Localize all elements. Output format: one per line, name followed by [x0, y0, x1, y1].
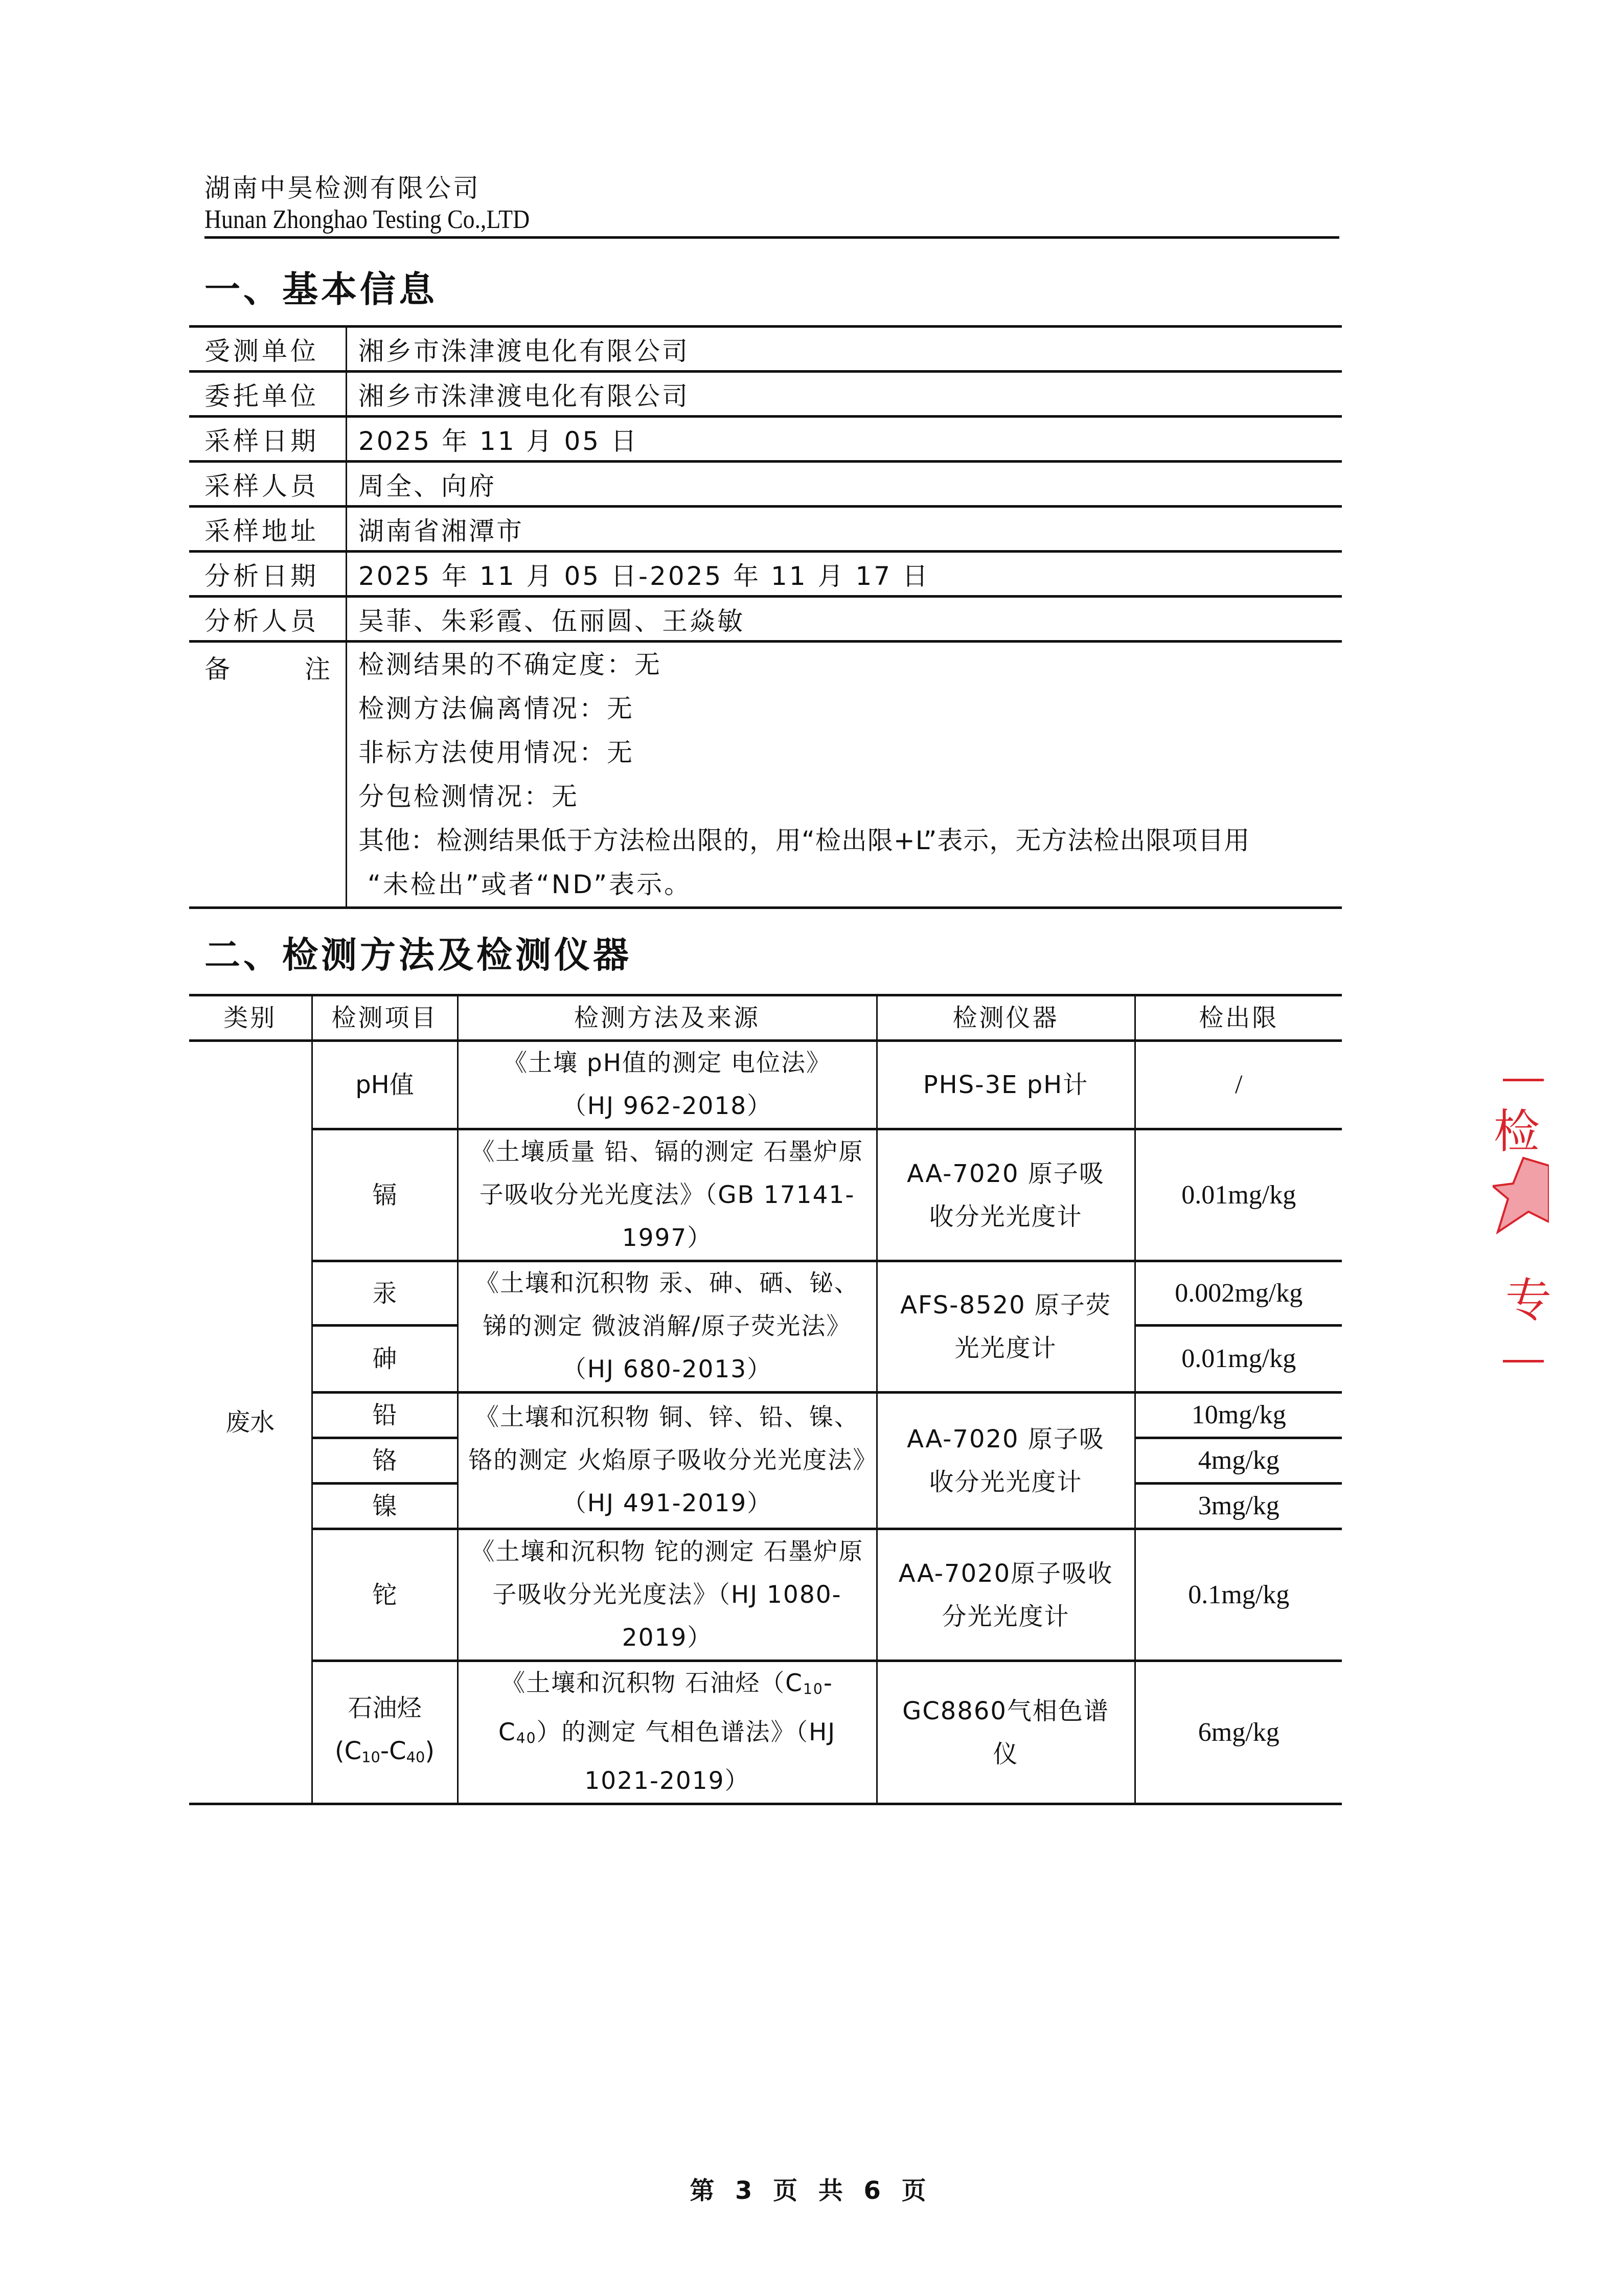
- method-cell: 《土壤质量 铅、镉的测定 石墨炉原子吸收分光光度法》（GB 17141-1997）: [458, 1129, 877, 1261]
- remarks-row: [189, 642, 1342, 908]
- table-row: [189, 1261, 1342, 1326]
- instrument-cell: GC8860气相色谱仪: [877, 1661, 1135, 1804]
- remark-line: 检测结果的不确定度：无: [358, 650, 662, 679]
- limit-cell: /: [1135, 1041, 1342, 1129]
- instrument-cell: AA-7020 原子吸收分光光度计: [877, 1129, 1135, 1261]
- method-sub: 40: [516, 1730, 537, 1747]
- remarks-content: [347, 642, 1342, 908]
- remarks-label: [189, 642, 347, 908]
- limit-cell: 4mg/kg: [1135, 1438, 1342, 1484]
- methods-header-row: [189, 995, 1342, 1041]
- col-header-category: 类别: [189, 995, 312, 1041]
- item-cell: [312, 1661, 458, 1804]
- item-cell: 砷: [312, 1326, 458, 1393]
- method-part: ）的测定 气相色谱法》（HJ 1021-2019）: [536, 1718, 836, 1795]
- col-header-instrument: 检测仪器: [877, 995, 1135, 1041]
- method-sub: 10: [803, 1680, 824, 1698]
- info-label: 委托单位: [189, 372, 347, 417]
- item-cell: pH值: [312, 1041, 458, 1129]
- info-row: [189, 507, 1342, 552]
- item-cell: 铊: [312, 1529, 458, 1661]
- instrument-cell: AFS-8520 原子荧光光度计: [877, 1261, 1135, 1393]
- instrument-cell: AA-7020原子吸收分光光度计: [877, 1529, 1135, 1661]
- info-value: 吴菲、朱彩霞、伍丽圆、王焱敏: [347, 597, 1342, 642]
- limit-cell: 10mg/kg: [1135, 1393, 1342, 1438]
- formula-part: -C: [380, 1736, 406, 1765]
- limit-cell: 0.1mg/kg: [1135, 1529, 1342, 1661]
- limit-cell: 0.01mg/kg: [1135, 1129, 1342, 1261]
- table-row: [189, 1129, 1342, 1261]
- methods-table: [189, 994, 1342, 1805]
- basic-info-table: [189, 325, 1342, 909]
- limit-cell: 3mg/kg: [1135, 1484, 1342, 1529]
- instrument-cell: AA-7020 原子吸收分光光度计: [877, 1393, 1135, 1529]
- info-label: 采样日期: [189, 417, 347, 462]
- remarks-label-a: 备: [204, 654, 233, 684]
- method-part: 《土壤和沉积物 石油烃（C: [501, 1669, 803, 1697]
- formula-sub: 40: [406, 1748, 425, 1766]
- remarks-label-b: 注: [305, 654, 333, 684]
- col-header-item: 检测项目: [312, 995, 458, 1041]
- remark-line: 其他：检测结果低于方法检出限的，用“检出限+L”表示，无方法检出限项目用: [358, 826, 1250, 855]
- info-label: 分析日期: [189, 552, 347, 597]
- info-value: 2025 年 11 月 05 日: [347, 417, 1342, 462]
- method-cell: 《土壤和沉积物 铜、锌、铅、镍、铬的测定 火焰原子吸收分光光度法》（HJ 491-2019）: [458, 1393, 877, 1529]
- table-row: [189, 1661, 1342, 1804]
- info-label: 采样人员: [189, 462, 347, 507]
- remark-line: 检测方法偏离情况：无: [358, 694, 634, 723]
- limit-cell: 6mg/kg: [1135, 1661, 1342, 1804]
- seal-char: 专: [1505, 1274, 1551, 1327]
- remark-line: “未检出”或者“ND”表示。: [368, 870, 692, 899]
- info-row: [189, 417, 1342, 462]
- method-cell: 《土壤 pH值的测定 电位法》（HJ 962-2018）: [458, 1041, 877, 1129]
- item-cell: 镍: [312, 1484, 458, 1529]
- limit-cell: 0.01mg/kg: [1135, 1326, 1342, 1393]
- category-cell: 废水: [189, 1041, 312, 1804]
- method-cell: 《土壤和沉积物 铊的测定 石墨炉原子吸收分光光度法》（HJ 1080-2019）: [458, 1529, 877, 1661]
- info-label: 分析人员: [189, 597, 347, 642]
- info-row: [189, 597, 1342, 642]
- remark-line: 分包检测情况：无: [358, 782, 579, 811]
- star-icon: [1493, 1155, 1549, 1237]
- info-row: [189, 552, 1342, 597]
- seal-ring-fragment: [1503, 1360, 1544, 1362]
- method-cell: 《土壤和沉积物 汞、砷、硒、铋、锑的测定 微波消解/原子荧光法》（HJ 680-2013）: [458, 1261, 877, 1393]
- inspection-seal: [1493, 1074, 1622, 1421]
- item-cell: 汞: [312, 1261, 458, 1326]
- info-value: 湘乡市洙津渡电化有限公司: [347, 327, 1342, 372]
- page-number: 第 3 页 共 6 页: [690, 2176, 932, 2205]
- item-cell: 镉: [312, 1129, 458, 1261]
- info-row: [189, 372, 1342, 417]
- info-label: 采样地址: [189, 507, 347, 552]
- instrument-cell: PHS-3E pH计: [877, 1041, 1135, 1129]
- col-header-method: 检测方法及来源: [458, 995, 877, 1041]
- info-row: [189, 327, 1342, 372]
- company-name-cn: 湖南中昊检测有限公司: [204, 173, 481, 203]
- table-row: [189, 1393, 1342, 1438]
- item-cell: 铅: [312, 1393, 458, 1438]
- company-name-en: Hunan Zhonghao Testing Co.,LTD: [204, 205, 530, 234]
- header-divider: [204, 236, 1339, 239]
- info-value: 湘乡市洙津渡电化有限公司: [347, 372, 1342, 417]
- info-value: 2025 年 11 月 05 日-2025 年 11 月 17 日: [347, 552, 1342, 597]
- remark-line: 非标方法使用情况：无: [358, 738, 634, 767]
- formula-part: (C: [334, 1736, 362, 1765]
- method-part: -C: [498, 1669, 833, 1746]
- col-header-limit: 检出限: [1135, 995, 1342, 1041]
- seal-char: 检: [1494, 1105, 1540, 1158]
- table-row: [189, 1529, 1342, 1661]
- section-basic-info-title: 一、基本信息: [204, 268, 438, 310]
- formula-sub: 10: [361, 1748, 380, 1766]
- info-value: 周全、向府: [347, 462, 1342, 507]
- item-name-formula: [318, 1730, 452, 1779]
- section-methods-title: 二、检测方法及检测仪器: [204, 934, 632, 976]
- item-cell: 铬: [312, 1438, 458, 1484]
- method-cell: [458, 1661, 877, 1804]
- info-row: [189, 462, 1342, 507]
- table-row: [189, 1041, 1342, 1129]
- formula-part: ): [425, 1736, 435, 1765]
- limit-cell: 0.002mg/kg: [1135, 1261, 1342, 1326]
- info-value: 湖南省湘潭市: [347, 507, 1342, 552]
- seal-ring-fragment: [1503, 1079, 1544, 1081]
- item-name-main: 石油烃: [348, 1693, 422, 1722]
- info-label: 受测单位: [189, 327, 347, 372]
